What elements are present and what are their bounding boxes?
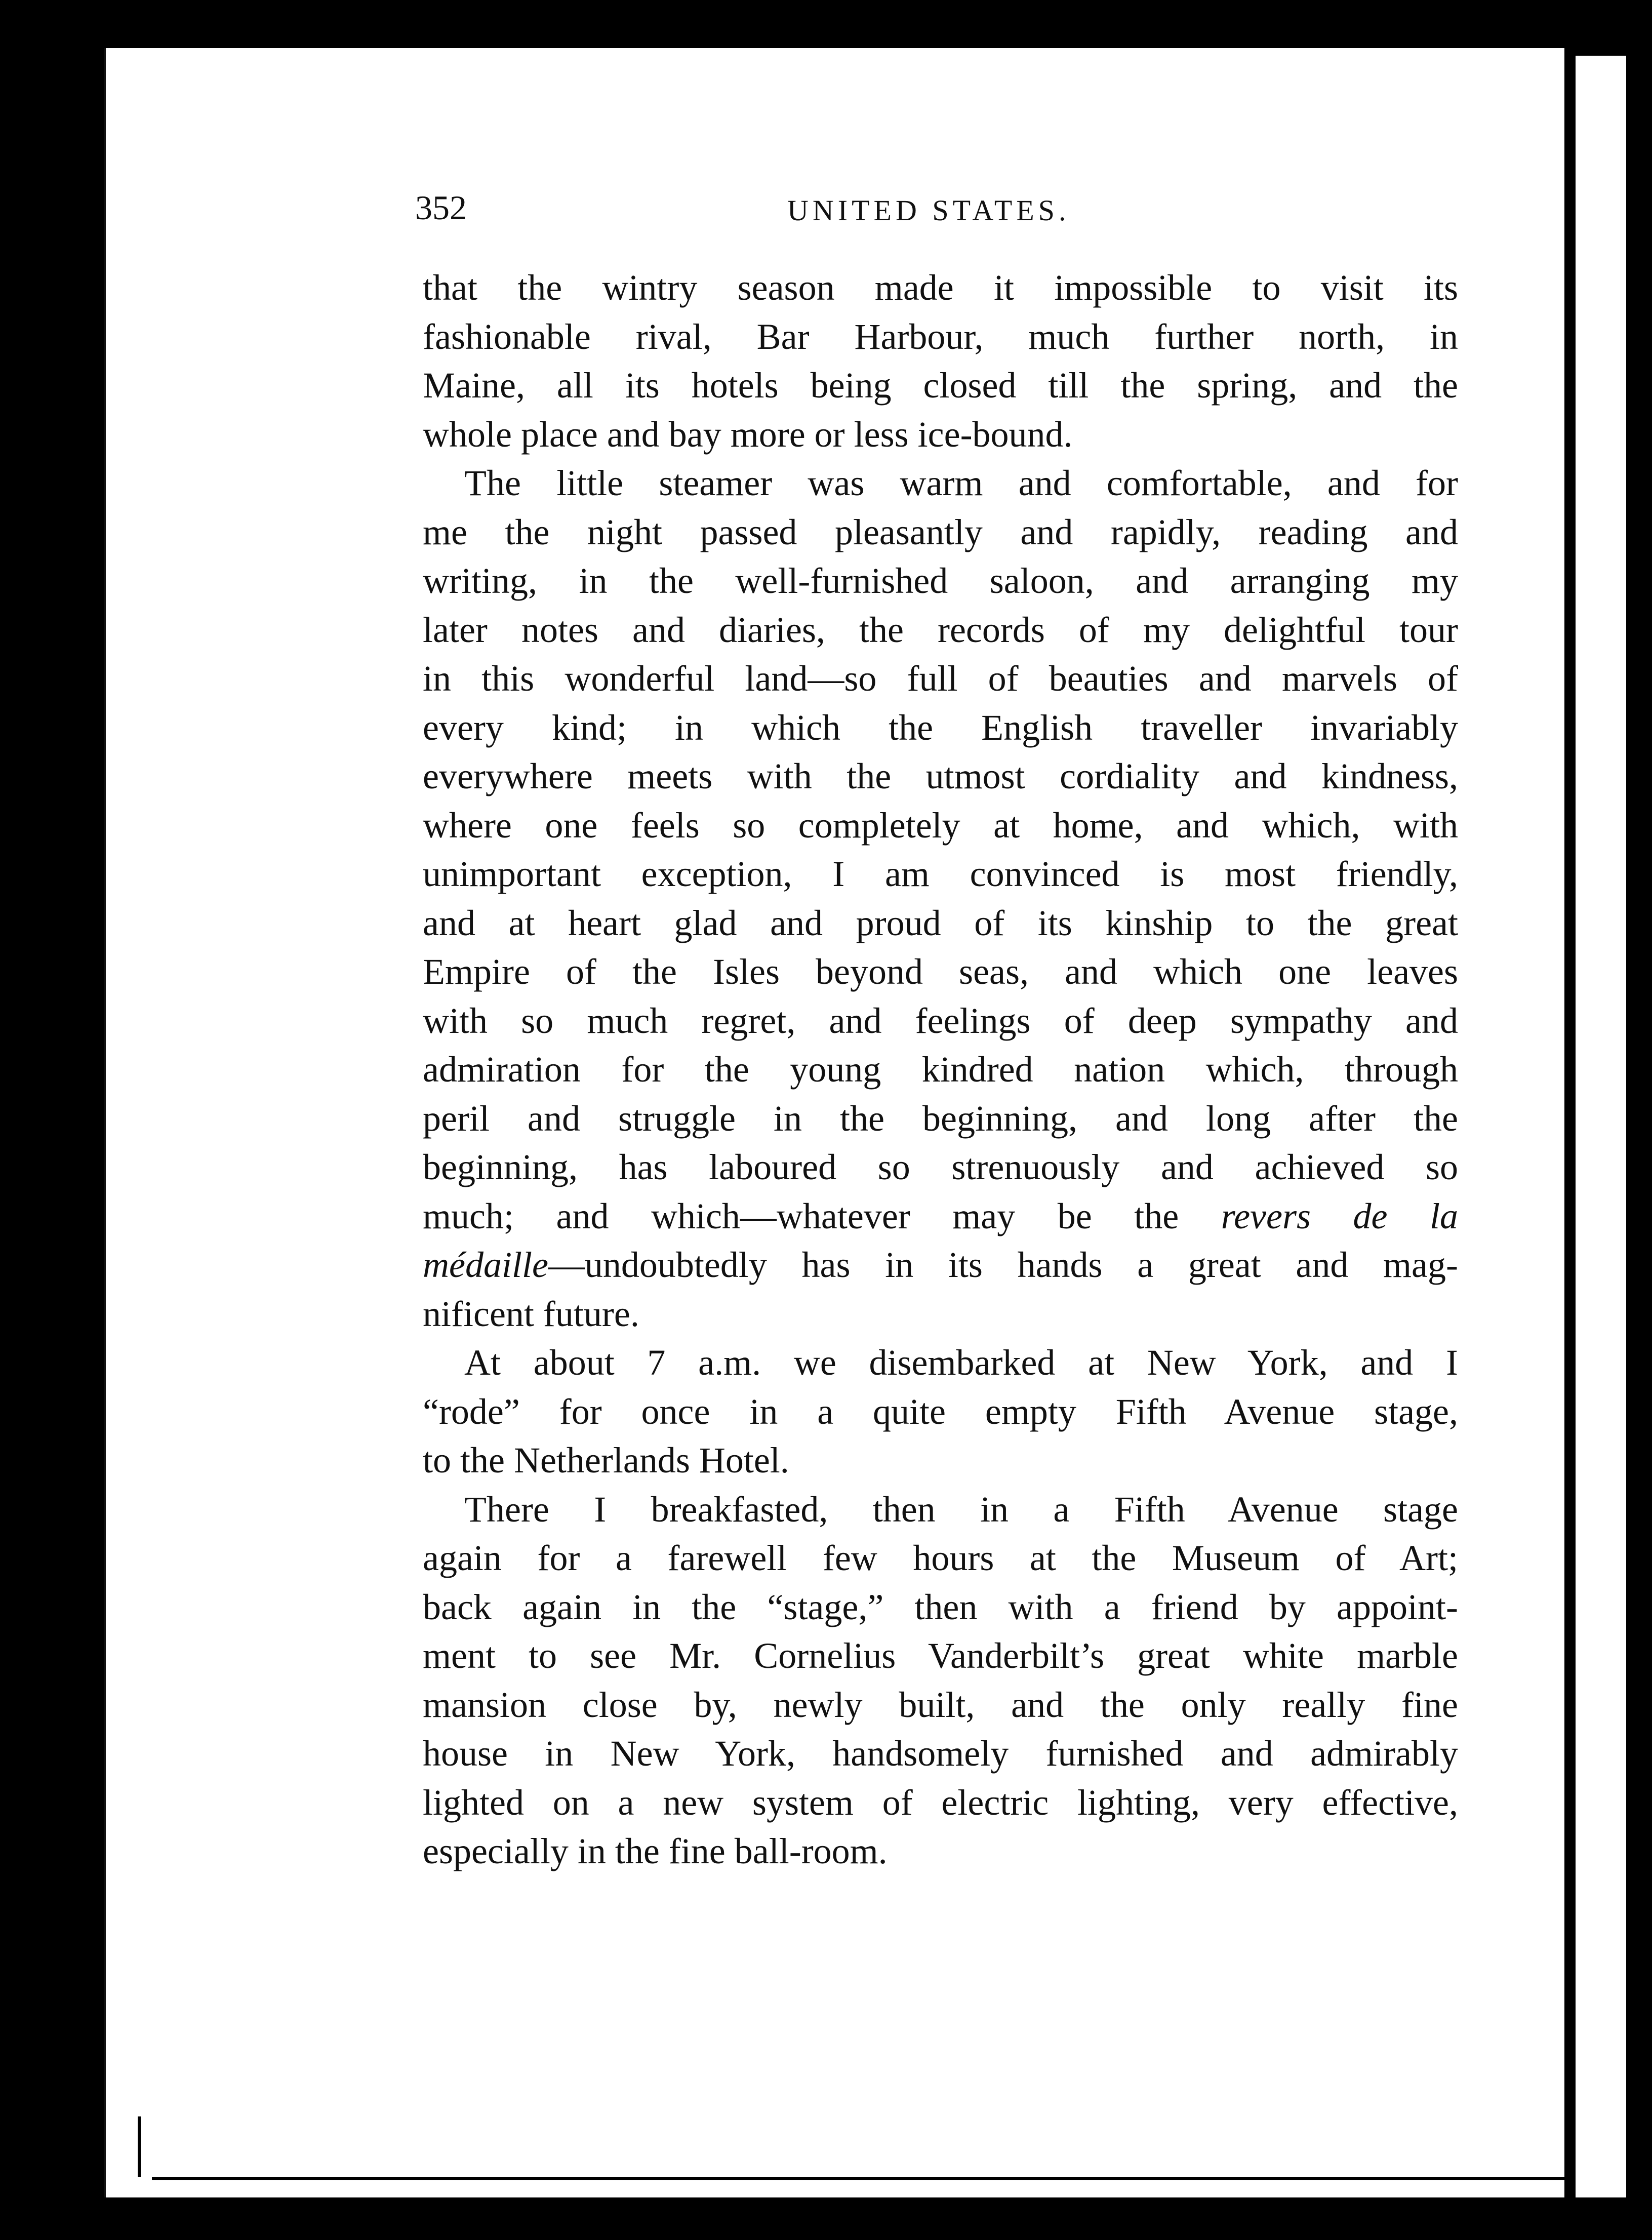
text-line: The little steamer was warm and comfortable, and for bbox=[464, 463, 1458, 503]
text-line bbox=[423, 1192, 1458, 1241]
scan-edge bbox=[1564, 48, 1576, 2197]
page-header bbox=[415, 185, 1458, 230]
text-line: again for a farewell few hours at the Museum of Art; bbox=[423, 1538, 1458, 1578]
text-line: that the wintry season made it impossible to visit its bbox=[423, 267, 1458, 308]
paragraph-4 bbox=[423, 1485, 1458, 1876]
page-number: 352 bbox=[415, 188, 467, 227]
facing-page-edge bbox=[1576, 56, 1626, 2197]
text-line: Maine, all its hotels being closed till the spring, and the bbox=[423, 365, 1458, 406]
running-title: UNITED STATES. bbox=[787, 194, 1070, 227]
text-line: back again in the “stage,” then with a friend by appoint- bbox=[423, 1586, 1458, 1627]
text-line: At about 7 a.m. we disembarked at New York, and I bbox=[464, 1342, 1458, 1383]
italic-phrase: revers de la bbox=[1221, 1195, 1458, 1236]
text-line: later notes and diaries, the records of my delightful tour bbox=[423, 609, 1458, 650]
text-line: nificent future. bbox=[423, 1293, 639, 1334]
text-line: whole place and bay more or less ice-bound. bbox=[423, 414, 1073, 455]
text-line: where one feels so completely at home, and which, with bbox=[423, 805, 1458, 846]
page-bottom-rule bbox=[152, 2177, 1564, 2180]
text-line: me the night passed pleasantly and rapidly, reading and bbox=[423, 511, 1458, 552]
text-line: ment to see Mr. Cornelius Vanderbilt’s great white marble bbox=[423, 1635, 1458, 1676]
body-text bbox=[423, 263, 1458, 1876]
paragraph-2 bbox=[423, 459, 1458, 1338]
text-line: lighted on a new system of electric lighting, very effective, bbox=[423, 1782, 1458, 1823]
text-line: with so much regret, and feelings of deep sympathy and bbox=[423, 1000, 1458, 1041]
text-line: Empire of the Isles beyond seas, and which one leaves bbox=[423, 951, 1458, 992]
text-line bbox=[423, 1241, 1458, 1290]
page-left-rule bbox=[138, 2116, 141, 2177]
paragraph-3 bbox=[423, 1338, 1458, 1485]
text-line: admiration for the young kindred nation which, through bbox=[423, 1049, 1458, 1090]
text-line: unimportant exception, I am convinced is most friendly, bbox=[423, 854, 1458, 894]
text-line: every kind; in which the English traveller invariably bbox=[423, 707, 1458, 748]
text-line: There I breakfasted, then in a Fifth Avenue stage bbox=[464, 1489, 1458, 1530]
text-line: writing, in the well-furnished saloon, and arranging my bbox=[423, 561, 1458, 601]
text-line: mansion close by, newly built, and the only really fine bbox=[423, 1684, 1458, 1725]
text-line: and at heart glad and proud of its kinship to the great bbox=[423, 902, 1458, 943]
text-line: beginning, has laboured so strenuously and achieved so bbox=[423, 1147, 1458, 1187]
text-line: fashionable rival, Bar Harbour, much further north, in bbox=[423, 316, 1458, 357]
italic-phrase: médaille bbox=[423, 1245, 548, 1285]
text-line: everywhere meets with the utmost cordiality and kindness, bbox=[423, 756, 1458, 796]
text-line: house in New York, handsomely furnished and admirably bbox=[423, 1733, 1458, 1774]
paragraph-1 bbox=[423, 263, 1458, 459]
text-segment: —undoubtedly has in its hands a great and mag- bbox=[548, 1245, 1458, 1285]
text-line: in this wonderful land—so full of beauties and marvels of bbox=[423, 658, 1458, 699]
text-line: especially in the fine ball-room. bbox=[423, 1831, 888, 1871]
text-line: “rode” for once in a quite empty Fifth Avenue stage, bbox=[423, 1391, 1458, 1432]
text-line: to the Netherlands Hotel. bbox=[423, 1440, 789, 1481]
text-line: peril and struggle in the beginning, and long after the bbox=[423, 1098, 1458, 1139]
text-segment: much; and which—whatever may be the bbox=[423, 1195, 1221, 1236]
